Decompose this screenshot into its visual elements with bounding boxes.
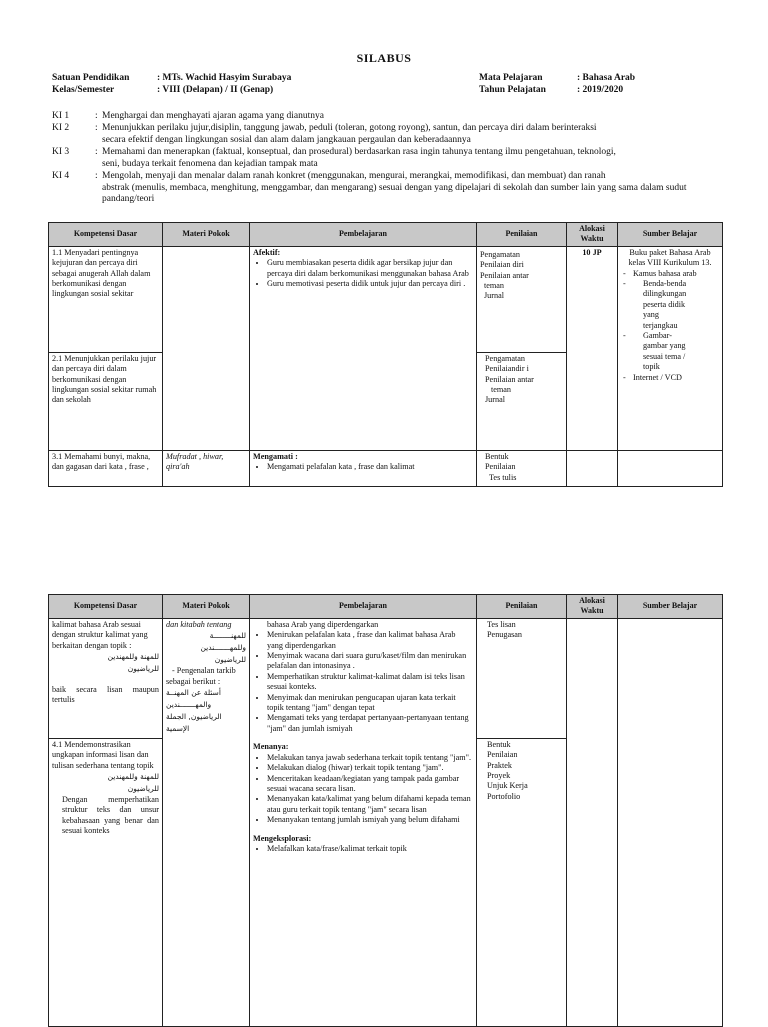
- kd-cell: 3.1 Memahami bunyi, makna, dan gagasan dari kata , frase ,: [49, 450, 163, 486]
- header-alokasi: Alokasi Waktu: [567, 223, 618, 247]
- eksplorasi-heading: Mengeksplorasi:: [253, 833, 312, 843]
- pembelajaran-list: [253, 462, 473, 472]
- list-item: • Menceritakan keadaan/kegiatan yang tampak pada gambar sesuai wacana secara lisan.: [267, 774, 473, 795]
- list-item: - Internet / VCD: [621, 373, 719, 383]
- materi-arabic: الرياضيون, الجملة: [166, 712, 222, 722]
- materi-arabic: للمهنــــــــة: [209, 631, 246, 641]
- kd-text: 4.1 Mendemonstrasikan ungkapan informasi lisan dan tulisan sederhana tentang topik: [52, 739, 154, 770]
- ki-text: Mengolah, menyaji dan menalar dalam ranah konkret (menggunakan, mengurai, merangkai, memodifikasi, dan membuat) dan ranah: [102, 171, 606, 181]
- penilaian-item: Proyek: [487, 771, 511, 781]
- alokasi-cell: [567, 450, 618, 486]
- list-item: • Menanyakan tentang jumlah ismiyah yang belum difahami: [267, 815, 473, 825]
- mapel-value: : Bahasa Arab: [577, 73, 636, 83]
- kd-cell: [49, 618, 163, 738]
- penilaian-item: Penilaiandir i: [485, 364, 529, 374]
- ki-2: KI 2 : Menunjukkan perilaku jujur,disiplin, tanggung jawab, peduli (toleran, gotong royong), santun, dan percaya diri dalam berinteraksi secara efektif dengan lingkungan sosial dan alam dalam jangkauan pergaulan dan keberadaannya: [0, 123, 768, 147]
- materi-arabic: للرياضيون: [214, 655, 246, 665]
- ki-text: Memahami dan menerapkan (faktual, konseptual, dan prosedural) berdasarkan rasa ingin tahunya tentang ilmu pengetahuan, teknologi,: [102, 147, 616, 157]
- penilaian-item: Bentuk: [487, 739, 511, 749]
- kd-cell: 1.1 Menyadari pentingnya kejujuran dan percaya diri sebagai anugerah Allah dalam berkomunikasi dengan lingkungan sosial sekitar: [49, 246, 163, 352]
- kd-text: kalimat bahasa Arab sesuai dengan struktur kalimat yang berkaitan dengan topik :: [52, 619, 148, 650]
- header-materi: Materi Pokok: [163, 223, 250, 247]
- sumber-cell: [618, 246, 723, 450]
- list-item: - Kamus bahasa arab: [621, 269, 719, 279]
- penilaian-cell: [477, 618, 567, 738]
- header-alokasi: Alokasi Waktu: [567, 595, 618, 619]
- penilaian-item: Praktek: [487, 760, 513, 770]
- pembelajaran-cell: [250, 450, 477, 486]
- materi-dash-text: Pengenalan tarkib: [176, 666, 236, 676]
- materi-cell: [163, 618, 250, 1026]
- penilaian-item: Pengamatan: [485, 353, 526, 363]
- table-header-row: [49, 595, 723, 619]
- materi-dash-item: - Pengenalan tarkib: [172, 666, 236, 676]
- ki-text-cont: secara efektif dengan lingkungan sosial dan alam dalam jangkauan pergaulan dan keberadaannya: [102, 134, 471, 145]
- materi-text: Mufradat , hiwar, qira'ah: [166, 451, 224, 472]
- kelas-value: : VIII (Delapan) / II (Genap): [157, 85, 274, 95]
- sumber-list: [621, 269, 719, 383]
- list-item: • Melakukan tanya jawab sederhana terkait topik tentang "jam".: [267, 753, 473, 763]
- list-item: • Menyimak wacana dari suara guru/kaset/film dan menirukan pelafalan dan intonasinya .: [267, 651, 473, 672]
- materi-cell: [163, 450, 250, 486]
- alokasi-cell: 10 JP: [567, 246, 618, 450]
- ki-code: KI 3: [52, 147, 70, 157]
- ki-code: KI 1: [52, 111, 70, 121]
- penilaian-item: Jurnal: [484, 291, 505, 301]
- list-item: • Mengamati pelafalan kata , frase dan kalimat: [267, 462, 473, 472]
- syllabus-table-page2: [48, 594, 723, 1027]
- kd-tail: baik secara lisan maupun tertulis: [52, 685, 159, 705]
- materi-arabic: الإسمية: [166, 724, 190, 734]
- list-item: - Benda-benda dilingkungan peserta didik yang terjangkau: [621, 279, 691, 331]
- penilaian-item: Penugasan: [487, 630, 523, 640]
- pembelajaran-cell: [250, 246, 477, 450]
- penilaian-item: Bentuk: [485, 451, 509, 461]
- afektif-heading: Afektif:: [253, 247, 281, 257]
- list-item: • Guru memotivasi peserta didik untuk jujur dan percaya diri .: [267, 279, 473, 289]
- eksplorasi-list: [253, 844, 473, 854]
- syllabus-table-page1: [48, 222, 723, 487]
- pembelajaran-list: [253, 630, 473, 734]
- penilaian-item: Penilaian antar: [480, 270, 529, 280]
- mengamati-heading: Mengamati :: [253, 451, 298, 461]
- ki-4: KI 4 : Mengolah, menyaji dan menalar dalam ranah konkret (menggunakan, mengurai, merangkai, memodifikasi, dan membuat) dan ranah abstrak (menulis, membaca, menghitung, menggambar, dan mengarang) sesuai dengan yang dipelajari di sekolah dan sumber lain yang sama dalam sudut pandang/teori: [0, 171, 768, 207]
- penilaian-cell: [477, 450, 567, 486]
- mapel-label: Mata Pelajaran: [479, 73, 543, 83]
- kd-tail: Dengan memperhatikan struktur teks dan unsur kebahasaan yang benar dan sesuai konteks: [62, 795, 159, 836]
- header-sumber: Sumber Belajar: [618, 595, 723, 619]
- satuan-label: Satuan Pendidikan: [52, 73, 130, 83]
- penilaian-cell: [477, 738, 567, 1026]
- kd-arabic: للمهنة وللمهندين: [107, 652, 159, 662]
- list-item: • Memperhatikan struktur kalimat-kalimat dalam isi teks lisan sesuai konteks.: [267, 672, 473, 693]
- materi-arabic: والمهـــــــندين: [166, 700, 212, 710]
- pembelajaran-top: bahasa Arab yang diperdengarkan: [267, 619, 379, 629]
- materi-arabic: أسئلة عن المهنــة: [166, 688, 221, 698]
- menanya-list: [253, 753, 473, 826]
- penilaian-item: teman: [491, 385, 512, 395]
- ki-1: KI 1 : Menghargai dan menghayati ajaran agama yang dianutnya: [0, 111, 768, 123]
- table-row: [49, 450, 723, 486]
- materi-arabic: وللمهـــــــندين: [200, 643, 246, 653]
- kd-cell: 2.1 Menunjukkan perilaku jujur dan percaya diri dalam berkomunikasi dengan lingkungan sosial sekitar rumah dan sekolah: [49, 352, 163, 450]
- materi-cell: [163, 246, 250, 450]
- penilaian-cell: [477, 352, 567, 450]
- menanya-heading: Menanya:: [253, 742, 289, 752]
- ki-code: KI 2: [52, 123, 70, 133]
- penilaian-item: teman: [484, 281, 505, 291]
- tahun-value: : 2019/2020: [577, 85, 624, 95]
- satuan-value: : MTs. Wachid Hasyim Surabaya: [157, 73, 292, 83]
- penilaian-item: Unjuk Kerja: [487, 781, 528, 791]
- penilaian-item: Penilaian antar: [485, 374, 534, 384]
- table-row: [49, 618, 723, 738]
- list-item: • Melafalkan kata/frase/kalimat terkait topik: [267, 844, 473, 854]
- pembelajaran-list: [253, 258, 473, 289]
- ki-code: KI 4: [52, 171, 70, 181]
- header-kd: Kompetensi Dasar: [49, 223, 163, 247]
- penilaian-cell: [477, 246, 567, 352]
- alokasi-cell: [567, 618, 618, 1026]
- kd-arabic: للرياضيون: [127, 784, 159, 794]
- list-item: • Menirukan pelafalan kata , frase dan kalimat bahasa Arab yang diperdengarkan: [267, 630, 473, 651]
- list-item: • Menyimak dan menirukan pengucapan ujaran kata terkait topik tentang "jam" dengan tepat: [267, 693, 473, 714]
- penilaian-item: Pengamatan: [480, 249, 521, 259]
- tahun-label: Tahun Pelajatan: [479, 85, 546, 95]
- list-item: - Gambar-gambar yang sesuai tema / topik: [621, 331, 691, 373]
- list-item: • Menanyakan kata/kalimat yang belum difahami kepada teman atau guru terkait topik tentang "jam" secara lisan: [267, 794, 473, 815]
- ki-text-cont: seni, budaya terkait fenomena dan kejadian tampak mata: [102, 158, 318, 169]
- kd-arabic: للمهنة وللمهندين: [107, 772, 159, 782]
- kd-cell: [49, 738, 163, 1026]
- document-title: SILABUS: [356, 51, 412, 65]
- list-item: • Melakukan dialog (hiwar) terkait topik tentang "jam".: [267, 763, 473, 773]
- pembelajaran-cell: [250, 618, 477, 1026]
- header-pembelajaran: Pembelajaran: [250, 595, 477, 619]
- materi-text: dan kitabah tentang: [166, 619, 232, 629]
- sumber-cell: [618, 450, 723, 486]
- ki-text: Menghargai dan menghayati ajaran agama yang dianutnya: [102, 111, 324, 121]
- list-item: • Mengamati teks yang terdapat pertanyaan-pertanyaan tentang "jam" dan jumlah ismiyah: [267, 713, 473, 734]
- penilaian-item: Jurnal: [485, 395, 506, 405]
- header-materi: Materi Pokok: [163, 595, 250, 619]
- penilaian-item: Tes tulis: [489, 472, 517, 482]
- kd-arabic: للرياضيون: [127, 664, 159, 674]
- list-item: • Guru membiasakan peserta didik agar bersikap jujur dan percaya diri dalam berkomunikasi menggunakan bahasa Arab: [267, 258, 473, 279]
- header-penilaian: Penilaian: [477, 223, 567, 247]
- penilaian-item: Portofolio: [487, 791, 521, 801]
- penilaian-item: Penilaian: [485, 462, 516, 472]
- header-kd: Kompetensi Dasar: [49, 595, 163, 619]
- header-pembelajaran: Pembelajaran: [250, 223, 477, 247]
- penilaian-item: Tes lisan: [487, 619, 516, 629]
- ki-text-cont: abstrak (menulis, membaca, menghitung, menggambar, dan mengarang) sesuai dengan yang dipelajari di sekolah dan sumber lain yang sama dalam sudut pandang/teori: [102, 182, 687, 204]
- sumber-cell: [618, 618, 723, 1026]
- penilaian-item: Penilaian: [487, 750, 518, 760]
- materi-sub: sebagai berikut :: [166, 676, 221, 686]
- penilaian-item: Penilaian diri: [480, 260, 524, 270]
- sumber-intro: Buku paket Bahasa Arab kelas VIII Kurikulum 13.: [628, 247, 712, 268]
- ki-3: KI 3 : Memahami dan menerapkan (faktual, konseptual, dan prosedural) berdasarkan rasa ingin tahunya tentang ilmu pengetahuan, teknologi, seni, budaya terkait fenomena dan kejadian tampak mata: [0, 147, 768, 171]
- table-row: [49, 246, 723, 352]
- kelas-label: Kelas/Semester: [52, 85, 115, 95]
- header-sumber: Sumber Belajar: [618, 223, 723, 247]
- table-header-row: [49, 223, 723, 247]
- ki-text: Menunjukkan perilaku jujur,disiplin, tanggung jawab, peduli (toleran, gotong royong), santun, dan percaya diri dalam berinteraksi: [102, 123, 597, 133]
- header-penilaian: Penilaian: [477, 595, 567, 619]
